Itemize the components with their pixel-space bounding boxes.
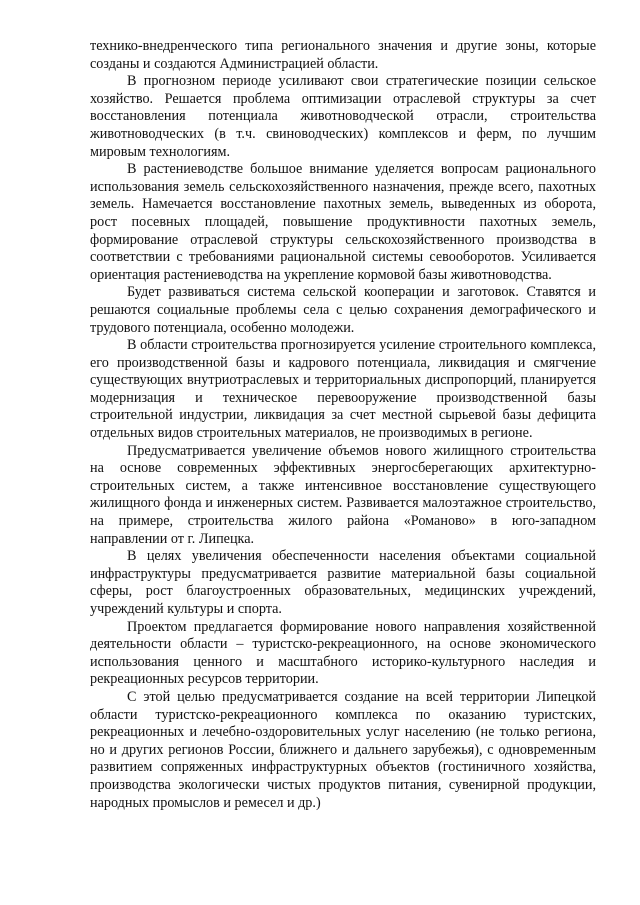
paragraph-social-infrastructure: В целях увеличения обеспеченности населения объектами социальной инфраструктуры предусматривается развитие материальной базы социальной сферы, рост благоустроенных образовательных, медицинских учреждений, учреждений культуры и спорта. — [90, 548, 596, 617]
paragraph-tourism-direction: Проектом предлагается формирование нового направления хозяйственной деятельности области – туристско-рекреационного, на основе экономического использования ценного и масштабного историко-культурного наследия и рекреационных ресурсов территории. — [90, 618, 596, 688]
paragraph-agriculture: В прогнозном периоде усиливают свои стратегические позиции сельское хозяйство. Решается проблема оптимизации отраслевой структуры за счет восстановления потенциала животноводческой отрасли, строительства животноводческих (в т.ч. свиноводческих) комплексов и ферм, по лучшим мировым технологиям. — [90, 73, 596, 160]
paragraph-crop-production: В растениеводстве большое внимание уделяется вопросам рационального использования земель сельскохозяйственного назначения, прежде всего, пахотных земель. Намечается восстановление пахотных земель, выведенных из оборота, рост посевных площадей, повышение продуктивности пахотных земель, формирование отраслевой структуры сельскохозяйственного производства в соответствии с требованиями рациональной системы севооборотов. Усиливается ориентация растениеводства на укрепление кормовой базы животноводства. — [90, 161, 596, 283]
paragraph-rural-cooperation: Будет развиваться система сельской кооперации и заготовок. Ставятся и решаются социальные проблемы села с целью сохранения демографического и трудового потенциала, особенно молодежи. — [90, 284, 596, 336]
paragraph-housing: Предусматривается увеличение объемов нового жилищного строительства на основе современных эффективных энергосберегающих архитектурно-строительных систем, а также интенсивное восстановление существующего жилищного фонда и инженерных систем. Развивается малоэтажное строительство, на примере, строительства жилого района «Романово» в юго-западном направлении от г. Липецка. — [90, 442, 596, 547]
paragraph-tourism-complex: С этой целью предусматривается создание на всей территории Липецкой области туристско-рекреационного комплекса по оказанию туристских, рекреационных и лечебно-оздоровительных услуг населению (не только региона, но и других регионов России, ближнего и дальнего зарубежья), с одновременным развитием сопряженных инфраструктурных объектов (гостиничного хозяйства, производства экологически чистых продуктов питания, сувенирной продукции, народных промыслов и ремесел и др.) — [90, 688, 596, 811]
paragraph-construction: В области строительства прогнозируется усиление строительного комплекса, его производственной базы и кадрового потенциала, ликвидация и смягчение существующих внутриотраслевых и территориальных диспропорций, планируется модернизация и техническое перевооружение производственной базы строительной индустрии, ликвидация за счет местной сырьевой базы дефицита отдельных видов строительных материалов, не производимых в регионе. — [90, 337, 596, 442]
paragraph-1-continuation: технико-внедренческого типа регионального значения и другие зоны, которые созданы и создаются Администрацией области. — [90, 38, 596, 72]
document-page — [90, 38, 596, 812]
